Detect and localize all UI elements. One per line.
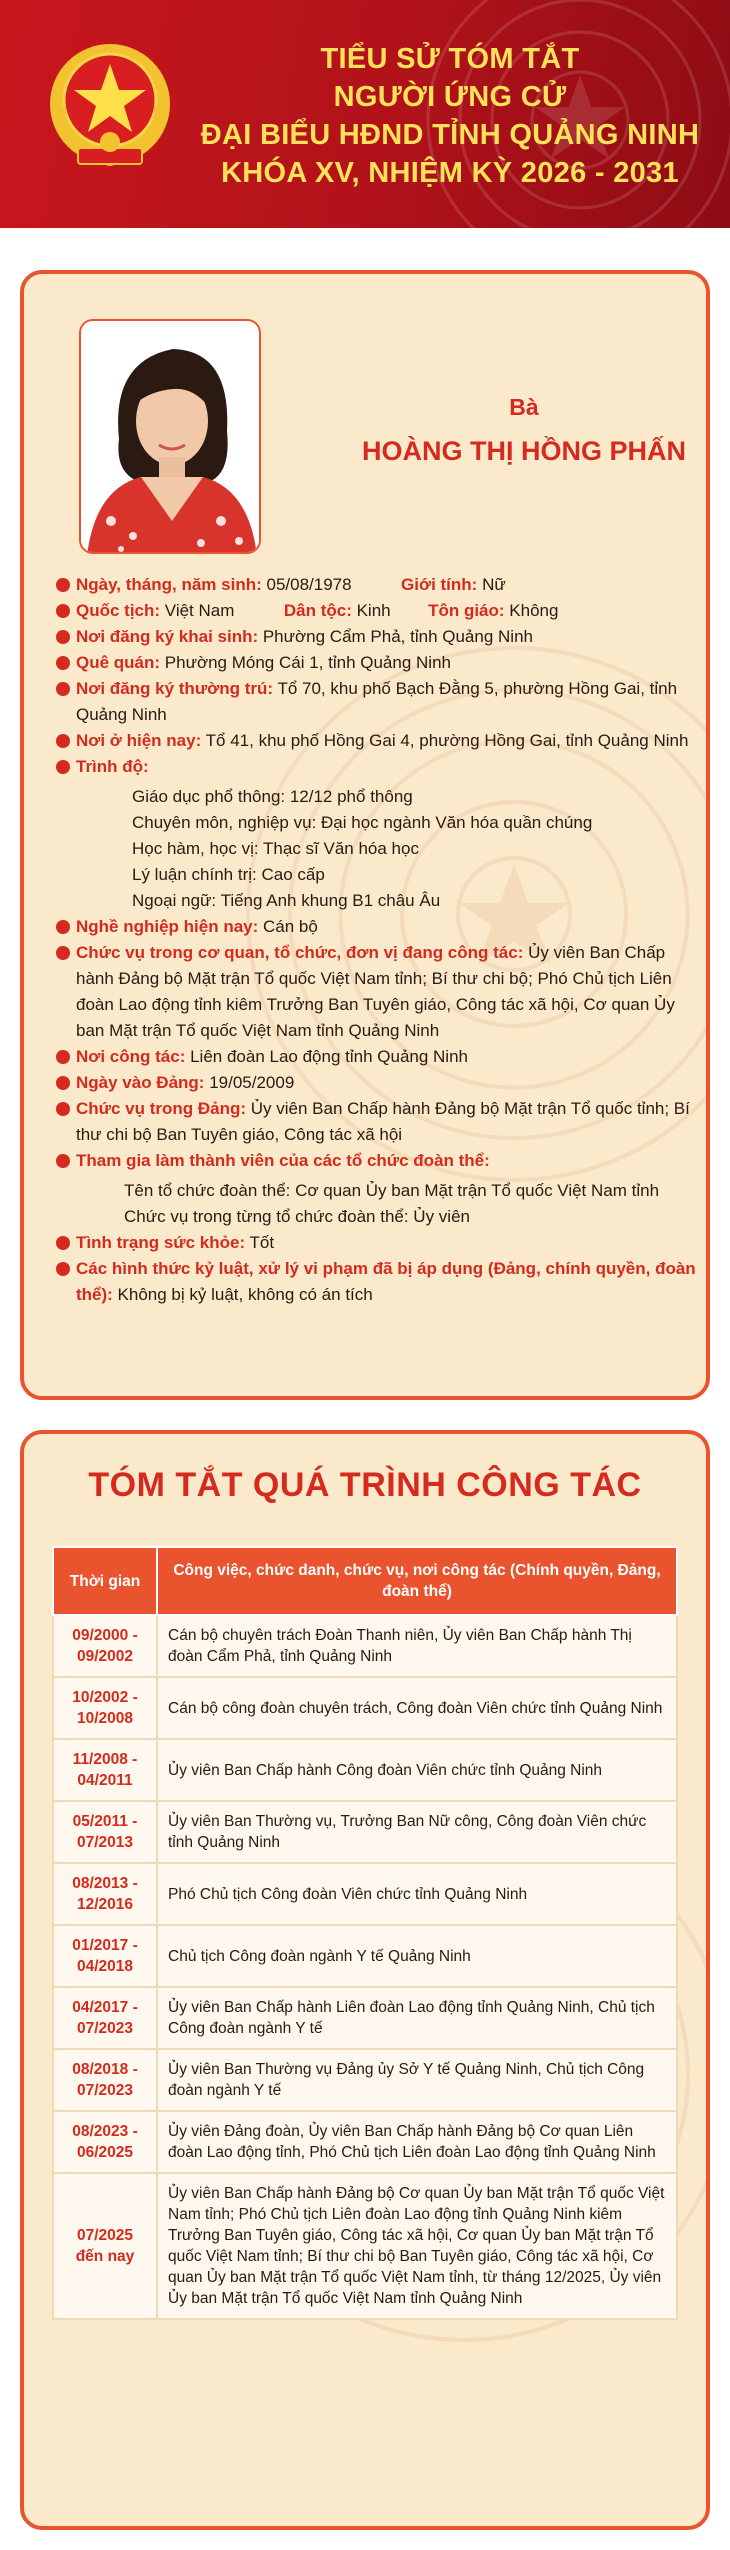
position-label: Chức vụ trong cơ quan, tổ chức, đơn vị đang công tác: <box>76 943 524 962</box>
description-cell: Ủy viên Đảng đoàn, Ủy viên Ban Chấp hành Đảng bộ Cơ quan Liên đoàn Lao động tỉnh, Phó Chủ tịch Liên đoàn Lao động tỉnh Quảng Ninh <box>157 2111 677 2173</box>
candidate-honorific: Bà <box>509 394 539 420</box>
bullet-icon <box>56 682 70 696</box>
religion-value: Không <box>504 601 559 620</box>
education-list <box>76 784 696 914</box>
description-cell: Ủy viên Ban Chấp hành Công đoàn Viên chức tỉnh Quảng Ninh <box>157 1739 677 1801</box>
current-residence-value: Tổ 41, khu phố Hồng Gai 4, phường Hồng Gai, tỉnh Quảng Ninh <box>201 731 689 750</box>
party-position-value: Ủy viên Ban Chấp hành Đảng bộ Mặt trận Tổ quốc tỉnh; Bí thư chi bộ Ban Tuyên giáo, Công tác xã hội <box>76 1099 690 1144</box>
profile-info <box>56 572 696 1308</box>
birth-value: 05/08/1978 <box>261 575 352 594</box>
bullet-icon <box>56 604 70 618</box>
bullet-icon <box>56 578 70 592</box>
party-join-label: Ngày vào Đảng: <box>76 1073 205 1092</box>
religion-label: Tôn giáo: <box>428 601 505 620</box>
mass-org-item: Chức vụ trong từng tổ chức đoàn thể: Ủy viên <box>124 1207 470 1226</box>
gender-label: Giới tính: <box>401 575 478 594</box>
table-row <box>53 1925 677 1987</box>
description-cell: Cán bộ công đoàn chuyên trách, Công đoàn Viên chức tỉnh Quảng Ninh <box>157 1677 677 1739</box>
candidate-photo <box>79 319 261 554</box>
period-cell: 09/2000 - 09/2002 <box>53 1615 157 1677</box>
table-row <box>53 1801 677 1863</box>
description-cell: Phó Chủ tịch Công đoàn Viên chức tỉnh Quảng Ninh <box>157 1863 677 1925</box>
period-cell: 08/2018 - 07/2023 <box>53 2049 157 2111</box>
period-cell: 07/2025 đến nay <box>53 2173 157 2319</box>
occupation-label: Nghề nghiệp hiện nay: <box>76 917 259 936</box>
period-cell: 01/2017 - 04/2018 <box>53 1925 157 1987</box>
party-position-label: Chức vụ trong Đảng: <box>76 1099 247 1118</box>
info-row-workplace <box>56 1044 696 1070</box>
education-item: Chuyên môn, nghiệp vụ: Đại học ngành Văn hóa quần chúng <box>132 813 593 832</box>
ethnicity-value: Kinh <box>351 601 391 620</box>
ethnicity-label: Dân tộc: <box>283 601 352 620</box>
bullet-icon <box>56 1076 70 1090</box>
info-row-hometown <box>56 650 696 676</box>
education-item: Ngoại ngữ: Tiếng Anh khung B1 châu Âu <box>132 891 441 910</box>
table-row <box>53 1863 677 1925</box>
workplace-value: Liên đoàn Lao động tỉnh Quảng Ninh <box>185 1047 468 1066</box>
mass-orgs-list <box>76 1178 696 1230</box>
table-row <box>53 1987 677 2049</box>
info-row-birth-registration <box>56 624 696 650</box>
table-header-row <box>53 1547 677 1615</box>
party-join-value: 19/05/2009 <box>204 1073 295 1092</box>
permanent-residence-value: Tổ 70, khu phố Bạch Đằng 5, phường Hồng Gai, tỉnh Quảng Ninh <box>76 679 678 724</box>
table-row <box>53 2111 677 2173</box>
column-header-time: Thời gian <box>53 1547 157 1615</box>
bullet-icon <box>56 1154 70 1168</box>
title-line-4: KHÓA XV, NHIỆM KỲ 2026 - 2031 <box>221 157 679 189</box>
workplace-label: Nơi công tác: <box>76 1047 186 1066</box>
period-cell: 08/2013 - 12/2016 <box>53 1863 157 1925</box>
table-row <box>53 1615 677 1677</box>
nationality-value: Việt Nam <box>160 601 235 620</box>
work-history-table <box>52 1546 678 2320</box>
mass-orgs-label: Tham gia làm thành viên của các tổ chức đoàn thể: <box>76 1151 490 1170</box>
title-line-1: TIỂU SỬ TÓM TẮT <box>320 43 580 75</box>
bullet-icon <box>56 1262 70 1276</box>
header-banner <box>0 0 730 228</box>
bullet-icon <box>56 760 70 774</box>
candidate-name: HOÀNG THỊ HỒNG PHẤN <box>362 436 686 466</box>
mass-org-item: Tên tổ chức đoàn thể: Cơ quan Ủy ban Mặt trận Tổ quốc Việt Nam tỉnh <box>124 1181 660 1200</box>
period-cell: 10/2002 - 10/2008 <box>53 1677 157 1739</box>
description-cell: Ủy viên Ban Chấp hành Liên đoàn Lao động tỉnh Quảng Ninh, Chủ tịch Công đoàn ngành Y tế <box>157 1987 677 2049</box>
title-line-2: NGƯỜI ỨNG CỬ <box>333 81 567 113</box>
description-cell: Ủy viên Ban Thường vụ Đảng ủy Sở Y tế Quảng Ninh, Chủ tịch Công đoàn ngành Y tế <box>157 2049 677 2111</box>
description-cell: Ủy viên Ban Thường vụ, Trưởng Ban Nữ công, Công đoàn Viên chức tỉnh Quảng Ninh <box>157 1801 677 1863</box>
description-cell: Cán bộ chuyên trách Đoàn Thanh niên, Ủy viên Ban Chấp hành Thị đoàn Cẩm Phả, tỉnh Quảng Ninh <box>157 1615 677 1677</box>
birth-label: Ngày, tháng, năm sinh: <box>76 575 262 594</box>
table-row <box>53 2049 677 2111</box>
portrait-image <box>81 321 261 554</box>
bullet-icon <box>56 1236 70 1250</box>
info-row-mass-orgs <box>56 1148 696 1230</box>
period-cell: 04/2017 - 07/2023 <box>53 1987 157 2049</box>
education-item: Lý luận chính trị: Cao cấp <box>132 865 325 884</box>
title-line-3: ĐẠI BIỂU HĐND TỈNH QUẢNG NINH <box>200 119 700 151</box>
info-row-party-join <box>56 1070 696 1096</box>
profile-card <box>20 270 710 1400</box>
nationality-label: Quốc tịch: <box>76 601 161 620</box>
permanent-residence-label: Nơi đăng ký thường trú: <box>76 679 274 698</box>
info-row-health <box>56 1230 696 1256</box>
health-value: Tốt <box>245 1233 275 1252</box>
info-row-birth <box>56 572 696 598</box>
health-label: Tình trạng sức khỏe: <box>76 1233 246 1252</box>
bullet-icon <box>56 1050 70 1064</box>
gender-value: Nữ <box>477 575 506 594</box>
table-row <box>53 2173 677 2319</box>
info-row-discipline <box>56 1256 696 1308</box>
current-residence-label: Nơi ở hiện nay: <box>76 731 202 750</box>
discipline-value: Không bị kỷ luật, không có án tích <box>112 1285 373 1304</box>
bullet-icon <box>56 1102 70 1116</box>
discipline-label: Các hình thức kỷ luật, xử lý vi phạm đã bị áp dụng (Đảng, chính quyền, đoàn thể): <box>76 1259 696 1304</box>
bullet-icon <box>56 630 70 644</box>
bullet-icon <box>56 946 70 960</box>
national-emblem-icon <box>40 36 180 176</box>
period-cell: 11/2008 - 04/2011 <box>53 1739 157 1801</box>
education-label: Trình độ: <box>76 757 149 776</box>
column-header-description: Công việc, chức danh, chức vụ, nơi công tác (Chính quyền, Đảng, đoàn thể) <box>157 1547 677 1615</box>
position-value: Ủy viên Ban Chấp hành Đảng bộ Mặt trận Tổ quốc Việt Nam tỉnh; Bí thư chi bộ; Phó Chủ tịch Liên đoàn Lao động tỉnh kiêm Trưởng Ban Tuyên giáo, Công tác xã hội, Cơ quan Ủy ban Mặt trận Tổ quốc Việt Nam tỉnh Quảng Ninh <box>76 943 675 1040</box>
info-row-position <box>56 940 696 1044</box>
period-cell: 05/2011 - 07/2013 <box>53 1801 157 1863</box>
description-cell: Chủ tịch Công đoàn ngành Y tế Quảng Ninh <box>157 1925 677 1987</box>
info-row-permanent-residence <box>56 676 696 728</box>
info-row-current-residence <box>56 728 696 754</box>
hometown-label: Quê quán: <box>76 653 161 672</box>
description-cell: Ủy viên Ban Chấp hành Đảng bộ Cơ quan Ủy ban Mặt trận Tổ quốc Việt Nam tỉnh; Phó Chủ tịch Liên đoàn Lao động tỉnh Quảng Ninh kiêm Trưởng Ban Tuyên giáo, Công tác xã hội, Cơ quan Ủy ban Mặt trận Tổ quốc Việt Nam tỉnh; Bí thư chi bộ Ban Tuyên giáo, Công tác xã hội, Cơ quan Ủy ban Mặt trận Tổ quốc Việt Nam tỉnh, từ tháng 12/2025, Ủy viên Ủy ban Mặt trận Tổ quốc Việt Nam tỉnh Quảng Ninh <box>157 2173 677 2319</box>
info-row-occupation <box>56 914 696 940</box>
bullet-icon <box>56 734 70 748</box>
page-title <box>200 40 700 192</box>
occupation-value: Cán bộ <box>258 917 318 936</box>
work-history-title: TÓM TẮT QUÁ TRÌNH CÔNG TÁC <box>88 1466 642 1504</box>
table-row <box>53 1677 677 1739</box>
birth-registration-label: Nơi đăng ký khai sinh: <box>76 627 259 646</box>
bullet-icon <box>56 656 70 670</box>
hometown-value: Phường Móng Cái 1, tỉnh Quảng Ninh <box>160 653 451 672</box>
education-item: Học hàm, học vị: Thạc sĩ Văn hóa học <box>132 839 419 858</box>
education-item: Giáo dục phổ thông: 12/12 phổ thông <box>132 787 413 806</box>
work-history-card <box>20 1430 710 2530</box>
bullet-icon <box>56 920 70 934</box>
birth-registration-value: Phường Cẩm Phả, tỉnh Quảng Ninh <box>258 627 533 646</box>
info-row-education <box>56 754 696 914</box>
table-row <box>53 1739 677 1801</box>
info-row-nationality <box>56 598 696 624</box>
period-cell: 08/2023 - 06/2025 <box>53 2111 157 2173</box>
info-row-party-position <box>56 1096 696 1148</box>
